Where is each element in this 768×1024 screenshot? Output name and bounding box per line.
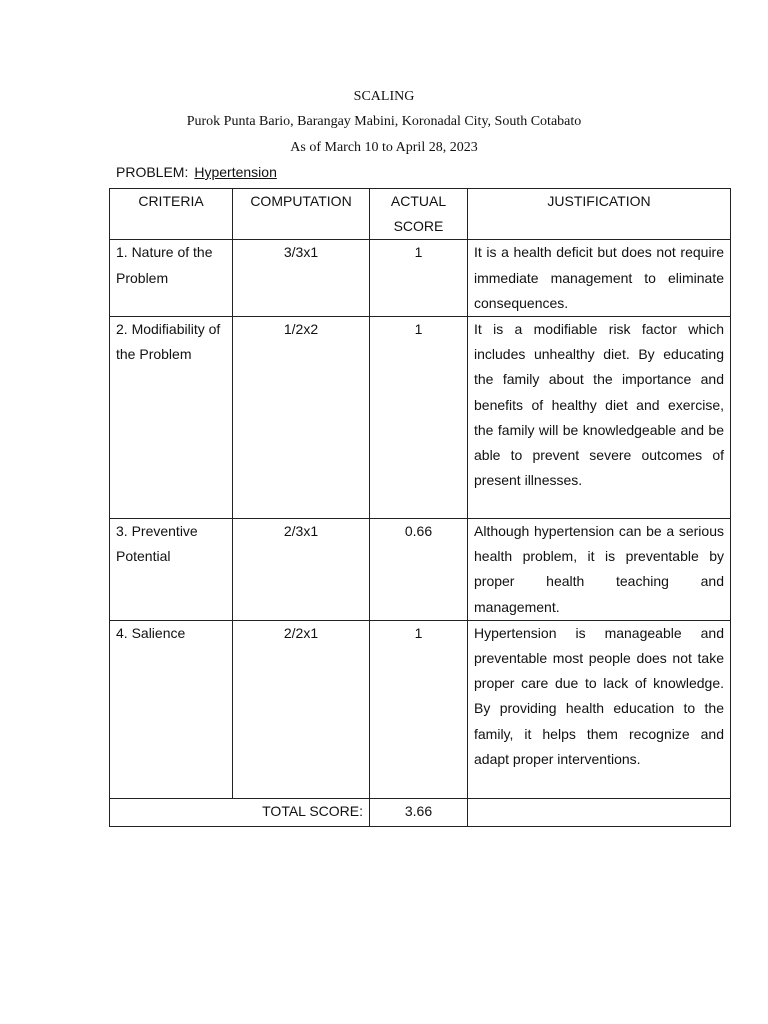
computation-cell: 2/3x1 bbox=[233, 519, 370, 621]
table-header-row bbox=[110, 189, 731, 240]
column-header-actual-score: ACTUAL SCORE bbox=[370, 189, 468, 240]
score-cell: 0.66 bbox=[370, 519, 468, 621]
scaling-table bbox=[109, 188, 731, 827]
score-cell: 1 bbox=[370, 620, 468, 798]
column-header-justification: JUSTIFICATION bbox=[468, 189, 731, 240]
criteria-cell: 1. Nature of the Problem bbox=[110, 240, 233, 317]
table-row bbox=[110, 240, 731, 317]
total-empty-cell bbox=[468, 798, 731, 826]
justification-cell: Hypertension is manageable and preventable most people does not take proper care due to lack of knowledge. By providing health education to the family, it helps them recognize and adapt proper interventions. bbox=[468, 620, 731, 798]
criteria-cell: 3. Preventive Potential bbox=[110, 519, 233, 621]
justification-cell: Although hypertension can be a serious health problem, it is preventable by proper health teaching and management. bbox=[468, 519, 731, 621]
column-header-computation: COMPUTATION bbox=[233, 189, 370, 240]
total-row bbox=[110, 798, 731, 826]
computation-cell: 2/2x1 bbox=[233, 620, 370, 798]
criteria-cell: 2. Modifiability of the Problem bbox=[110, 317, 233, 519]
criteria-cell: 4. Salience bbox=[110, 620, 233, 798]
problem-value: Hypertension bbox=[194, 164, 277, 180]
computation-cell: 3/3x1 bbox=[233, 240, 370, 317]
location-line: Purok Punta Bario, Barangay Mabini, Koronadal City, South Cotabato bbox=[186, 114, 582, 129]
total-score-value: 3.66 bbox=[370, 798, 468, 826]
score-cell: 1 bbox=[370, 240, 468, 317]
problem-label: PROBLEM: bbox=[116, 164, 189, 180]
document-title: SCALING bbox=[353, 89, 415, 104]
table-row bbox=[110, 519, 731, 621]
date-range-line: As of March 10 to April 28, 2023 bbox=[290, 140, 478, 155]
column-header-criteria: CRITERIA bbox=[110, 189, 233, 240]
table-row bbox=[110, 620, 731, 798]
problem-line bbox=[116, 163, 277, 181]
total-score-label: TOTAL SCORE: bbox=[110, 798, 370, 826]
score-cell: 1 bbox=[370, 317, 468, 519]
justification-cell: It is a modifiable risk factor which includes unhealthy diet. By educating the family about the importance and benefits of healthy diet and exercise, the family will be knowledgeable and be able to prevent severe outcomes of present illnesses. bbox=[468, 317, 731, 519]
justification-cell: It is a health deficit but does not require immediate management to eliminate consequences. bbox=[468, 240, 731, 317]
computation-cell: 1/2x2 bbox=[233, 317, 370, 519]
table-row bbox=[110, 317, 731, 519]
